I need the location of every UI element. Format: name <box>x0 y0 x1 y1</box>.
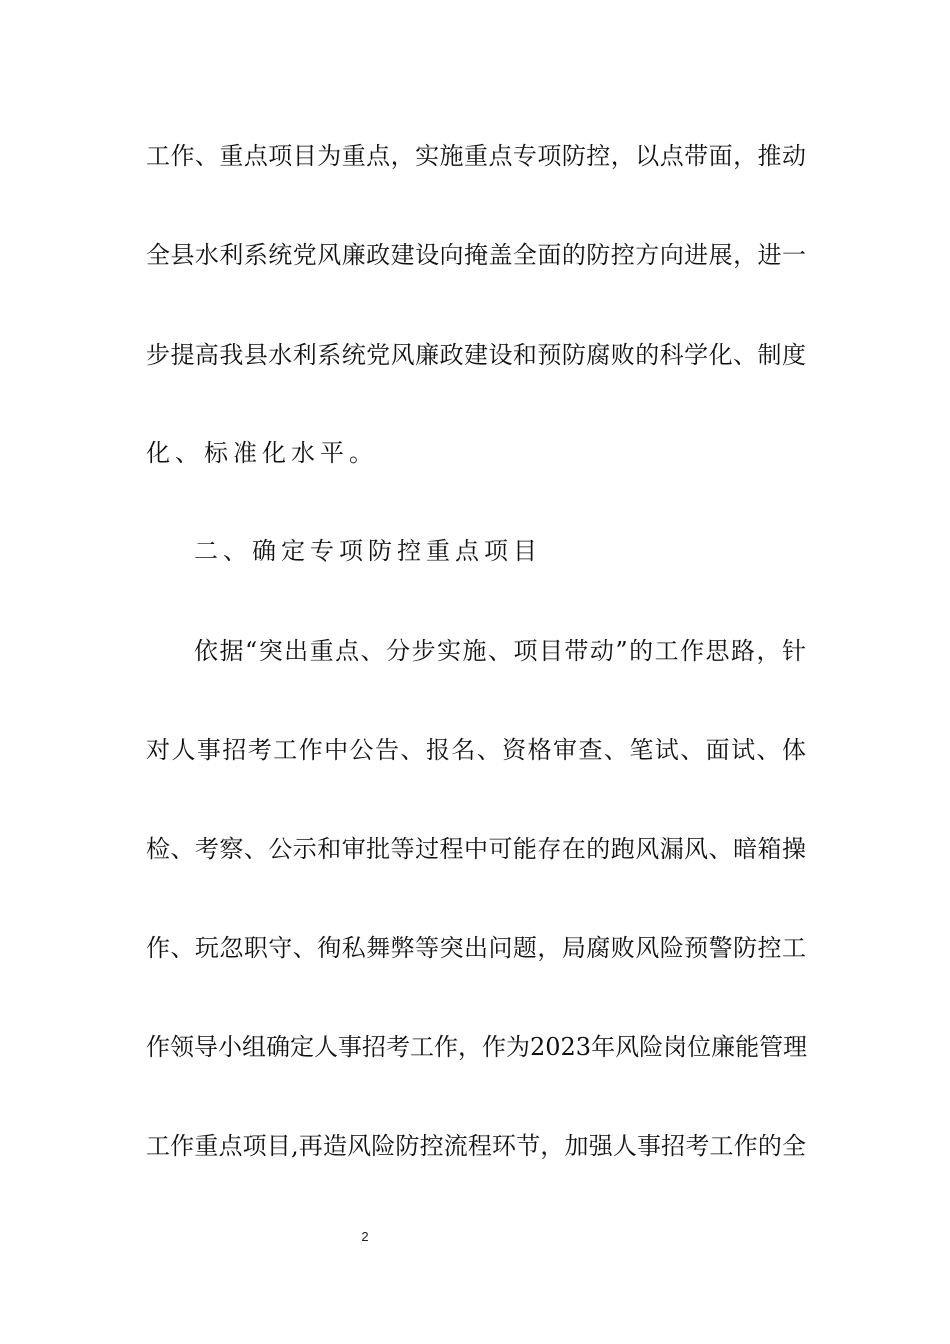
text-line-3: 步提高我县水利系统党风廉政建设和预防腐败的科学化、制度 <box>146 341 806 369</box>
text-line-6: 依据“突出重点、分步实施、项目带动”的工作思路，针 <box>194 637 806 665</box>
text-line-4: 化、标准化水平。 <box>146 439 378 467</box>
text-line-8: 检、考察、公示和审批等过程中可能存在的跑风漏风、暗箱操 <box>146 835 806 863</box>
section-heading: 二、确定专项防控重点项目 <box>194 537 542 565</box>
text-line-11: 工作重点项目,再造风险防控流程环节，加强人事招考工作的全 <box>146 1132 806 1160</box>
text-line-7: 对人事招考工作中公告、报名、资格审查、笔试、面试、体 <box>146 736 806 764</box>
text-line-10: 作领导小组确定人事招考工作，作为2023年风险岗位廉能管理 <box>146 1033 808 1061</box>
text-line-2: 全县水利系统党风廉政建设向掩盖全面的防控方向进展，进一 <box>146 241 806 269</box>
text-line-9: 作、玩忽职守、徇私舞弊等突出问题，局腐败风险预警防控工 <box>146 934 806 962</box>
text-line-1: 工作、重点项目为重点，实施重点专项防控，以点带面，推动 <box>146 142 806 170</box>
page-number: 2 <box>361 1229 369 1244</box>
